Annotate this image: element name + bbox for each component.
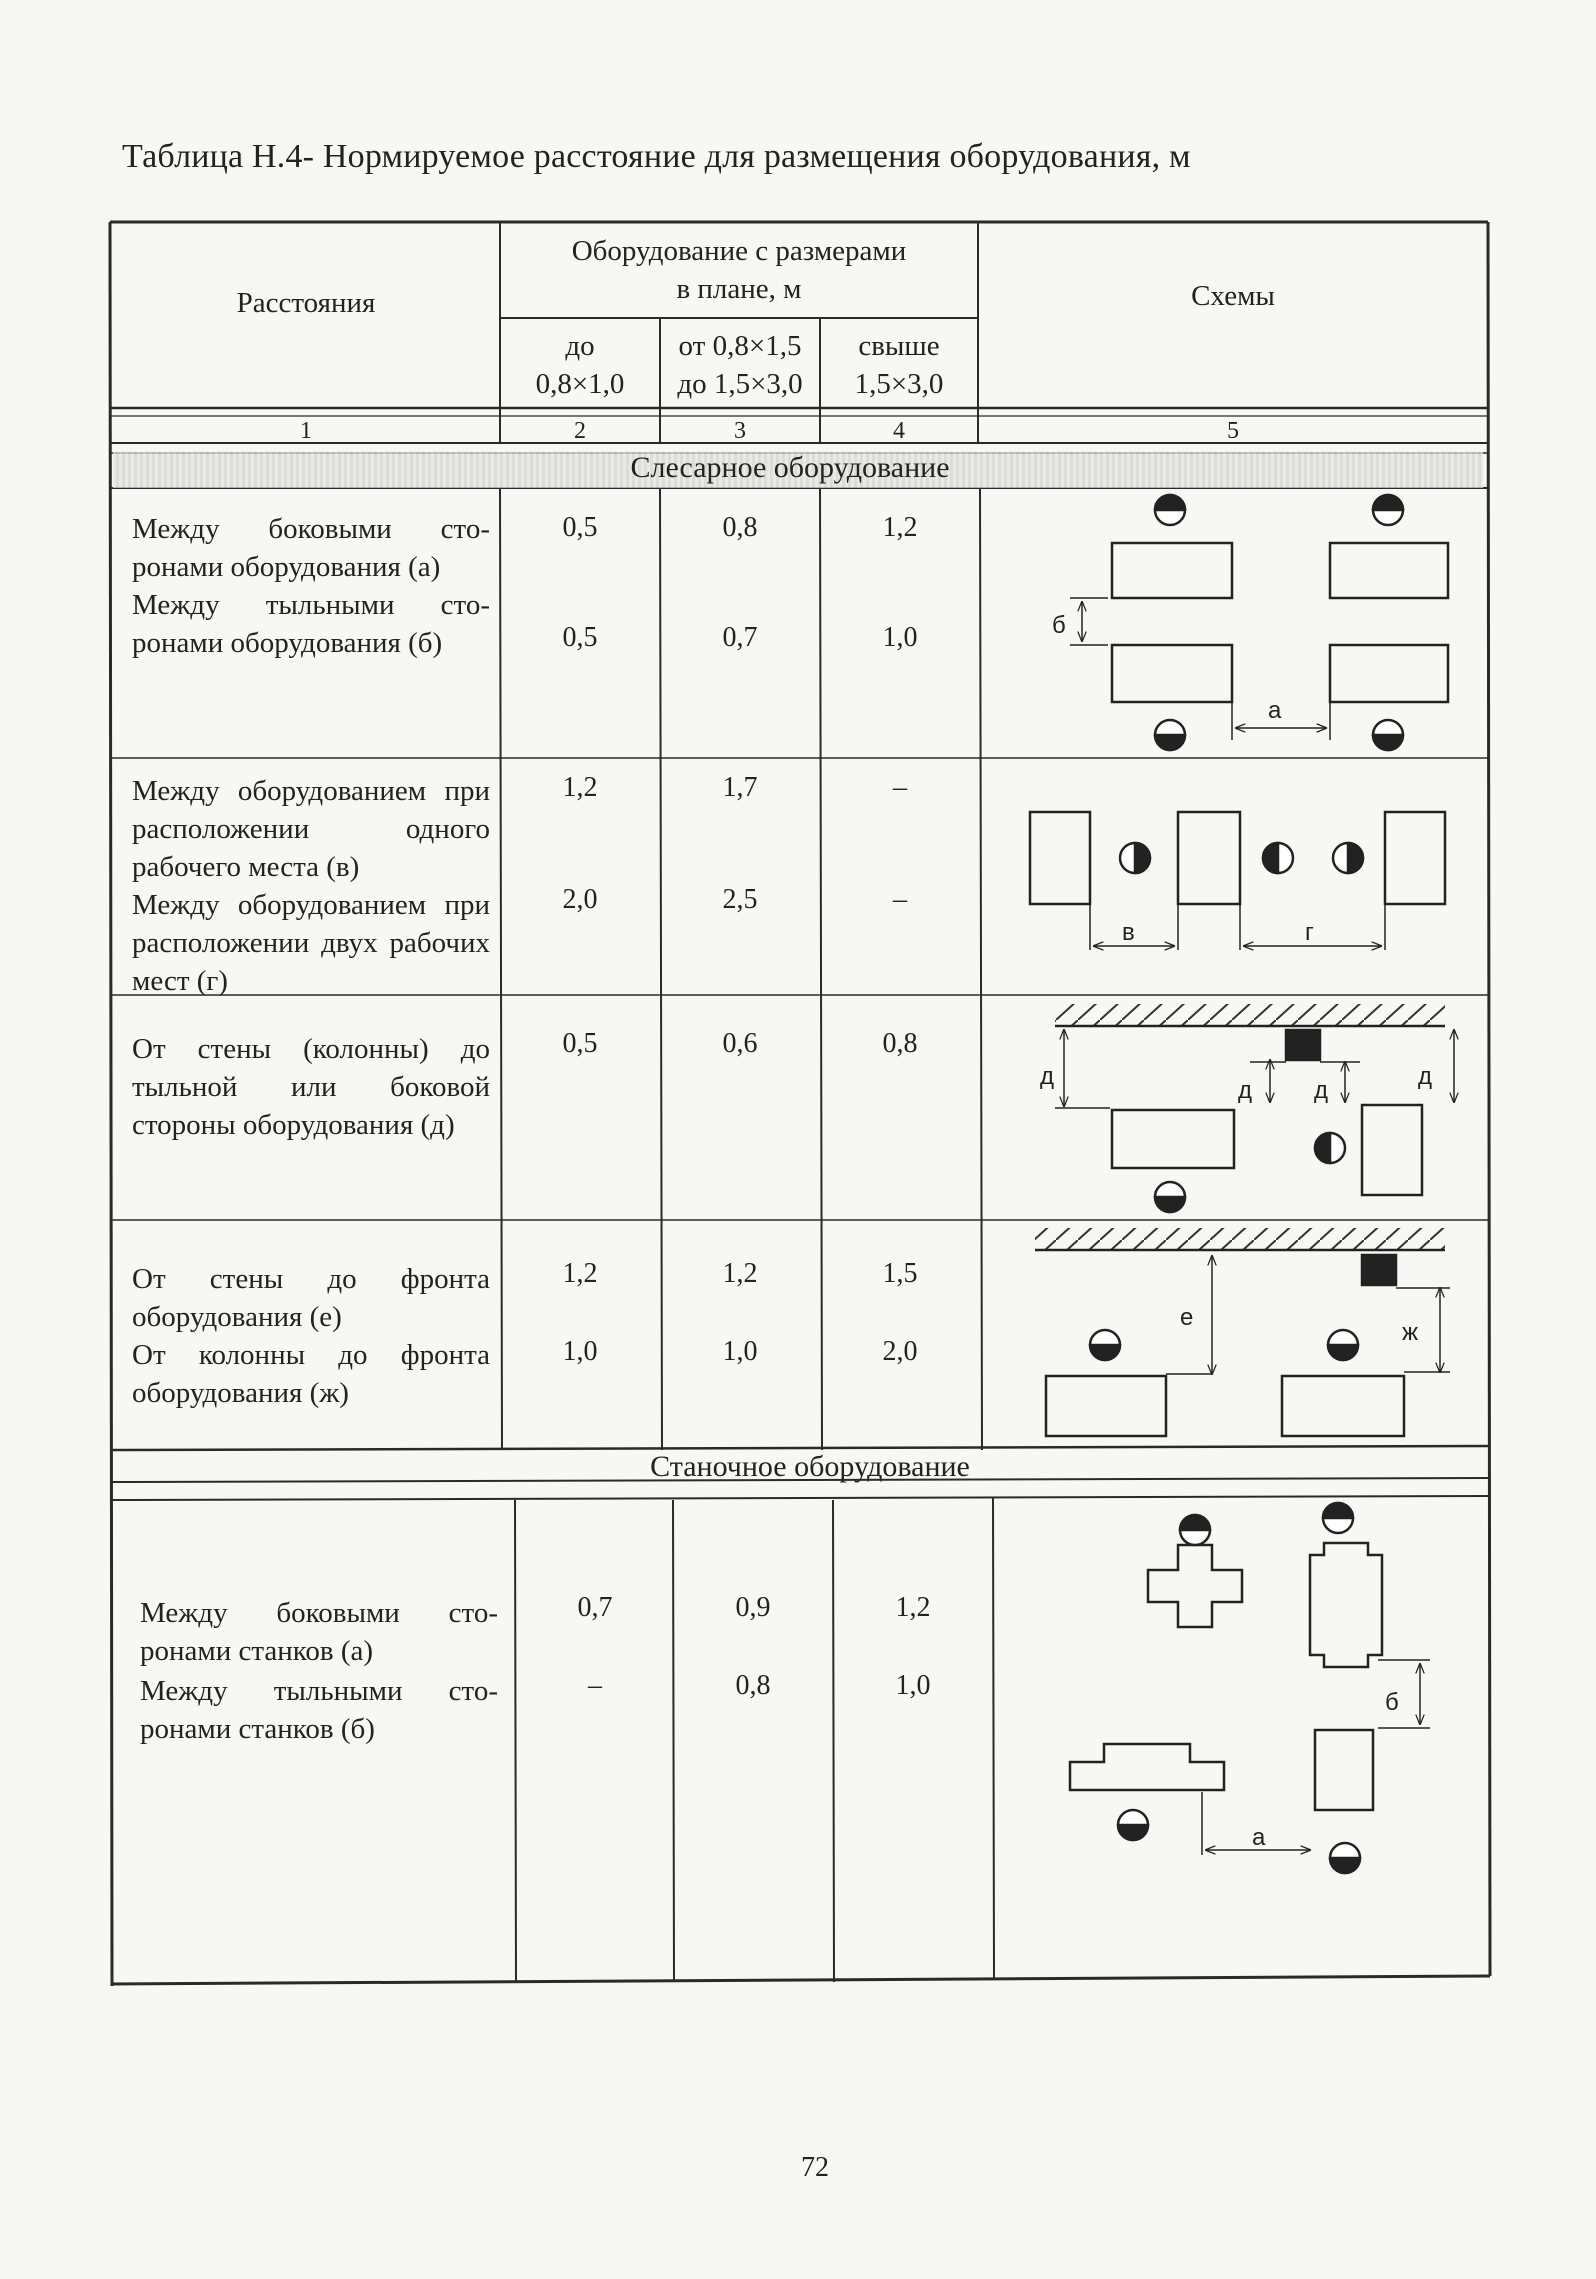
header-col3-line2: до 1,5×3,0 (677, 368, 803, 400)
value-cell: 0,9 (735, 1592, 771, 1623)
value-cell: 0,5 (562, 622, 598, 653)
value-cell: 2,0 (562, 884, 598, 915)
scheme-locksmith-wall (1055, 1004, 1454, 1195)
page-number: 72 (801, 2152, 829, 2183)
scheme-label-zh: ж (1402, 1319, 1419, 1346)
scheme-locksmith-side-back (1070, 543, 1448, 740)
value-cell: 2,0 (882, 1336, 918, 1367)
row-text: От стены до фронта оборудования (е) (132, 1263, 490, 1333)
scheme-label-v: в (1122, 919, 1135, 946)
value-cell: 2,5 (722, 884, 758, 915)
header-col2-line1: до (565, 330, 595, 362)
value-cell: 0,6 (722, 1028, 758, 1059)
column-number: 2 (574, 418, 586, 444)
value-cell: 1,0 (882, 622, 918, 653)
row-text: Между боковыми сто-ронами станков (а) (140, 1597, 498, 1667)
value-cell: 1,5 (882, 1258, 918, 1289)
scheme-label-a: а (1268, 697, 1282, 724)
scheme-label-a: а (1252, 1824, 1266, 1851)
value-cell: 1,2 (895, 1592, 931, 1623)
scheme-label-b: б (1385, 1689, 1399, 1716)
value-cell: 1,7 (722, 772, 758, 803)
column-number: 5 (1227, 418, 1239, 444)
value-cell: 0,5 (562, 1028, 598, 1059)
scheme-label-d: д (1238, 1077, 1253, 1104)
scheme-label-b: б (1052, 612, 1066, 639)
column-number: 1 (300, 418, 312, 444)
value-cell: 0,7 (722, 622, 758, 653)
header-col3-line1: от 0,8×1,5 (678, 330, 802, 362)
value-cell: 0,8 (722, 512, 758, 543)
scheme-machine-tools (1070, 1543, 1430, 1855)
scheme-label-d: д (1040, 1063, 1055, 1090)
header-equipment-line2: в плане, м (676, 273, 802, 305)
header-distances: Расстояния (236, 287, 376, 319)
value-cell: 1,0 (722, 1336, 758, 1367)
value-cell: 0,7 (577, 1592, 613, 1623)
scheme-label-e: е (1180, 1304, 1194, 1331)
page-title: Таблица Н.4- Нормируемое расстояние для размещения оборудования, м (122, 138, 1191, 175)
value-cell: 1,2 (882, 512, 918, 543)
value-cell: 1,0 (895, 1670, 931, 1701)
header-equipment-line1: Оборудование с размерами (571, 235, 907, 267)
value-cell: – (893, 772, 907, 803)
value-cell: – (588, 1670, 602, 1701)
row-text: Между тыльными сто-ронами оборудования (б) (132, 589, 490, 659)
value-cell: 1,2 (562, 772, 598, 803)
header-col2-line2: 0,8×1,0 (535, 368, 625, 400)
header-col4-line1: свыше (858, 330, 940, 362)
scheme-label-d: д (1314, 1077, 1329, 1104)
value-cell: – (893, 884, 907, 915)
section-title-locksmith: Слесарное оборудование (630, 451, 950, 484)
row-text: Между оборудованием при расположении одного рабочего места (в) (132, 775, 490, 883)
row-text: Между оборудованием при расположении двух рабочих мест (г) (132, 889, 490, 997)
header-schemes: Схемы (1191, 280, 1275, 312)
row-text: От колонны до фронта оборудования (ж) (132, 1339, 490, 1409)
row-text: Между боковыми сто-ронами оборудования (а) (132, 513, 490, 583)
section-title-machine-tools: Станочное оборудование (650, 1450, 970, 1483)
value-cell: 1,2 (722, 1258, 758, 1289)
row-text: Между тыльными сто-ронами станков (б) (140, 1675, 498, 1745)
column-number: 3 (734, 418, 746, 444)
value-cell: 1,2 (562, 1258, 598, 1289)
value-cell: 0,8 (882, 1028, 918, 1059)
scheme-label-g: г (1305, 919, 1314, 946)
scheme-label-d: д (1418, 1063, 1433, 1090)
value-cell: 1,0 (562, 1336, 598, 1367)
column-number: 4 (893, 418, 905, 444)
header-col4-line2: 1,5×3,0 (854, 368, 944, 400)
value-cell: 0,5 (562, 512, 598, 543)
value-cell: 0,8 (735, 1670, 771, 1701)
scheme-locksmith-workplaces (1030, 812, 1445, 950)
row-text: От стены (колонны) до тыльной или боковой стороны оборудования (д) (132, 1033, 490, 1141)
